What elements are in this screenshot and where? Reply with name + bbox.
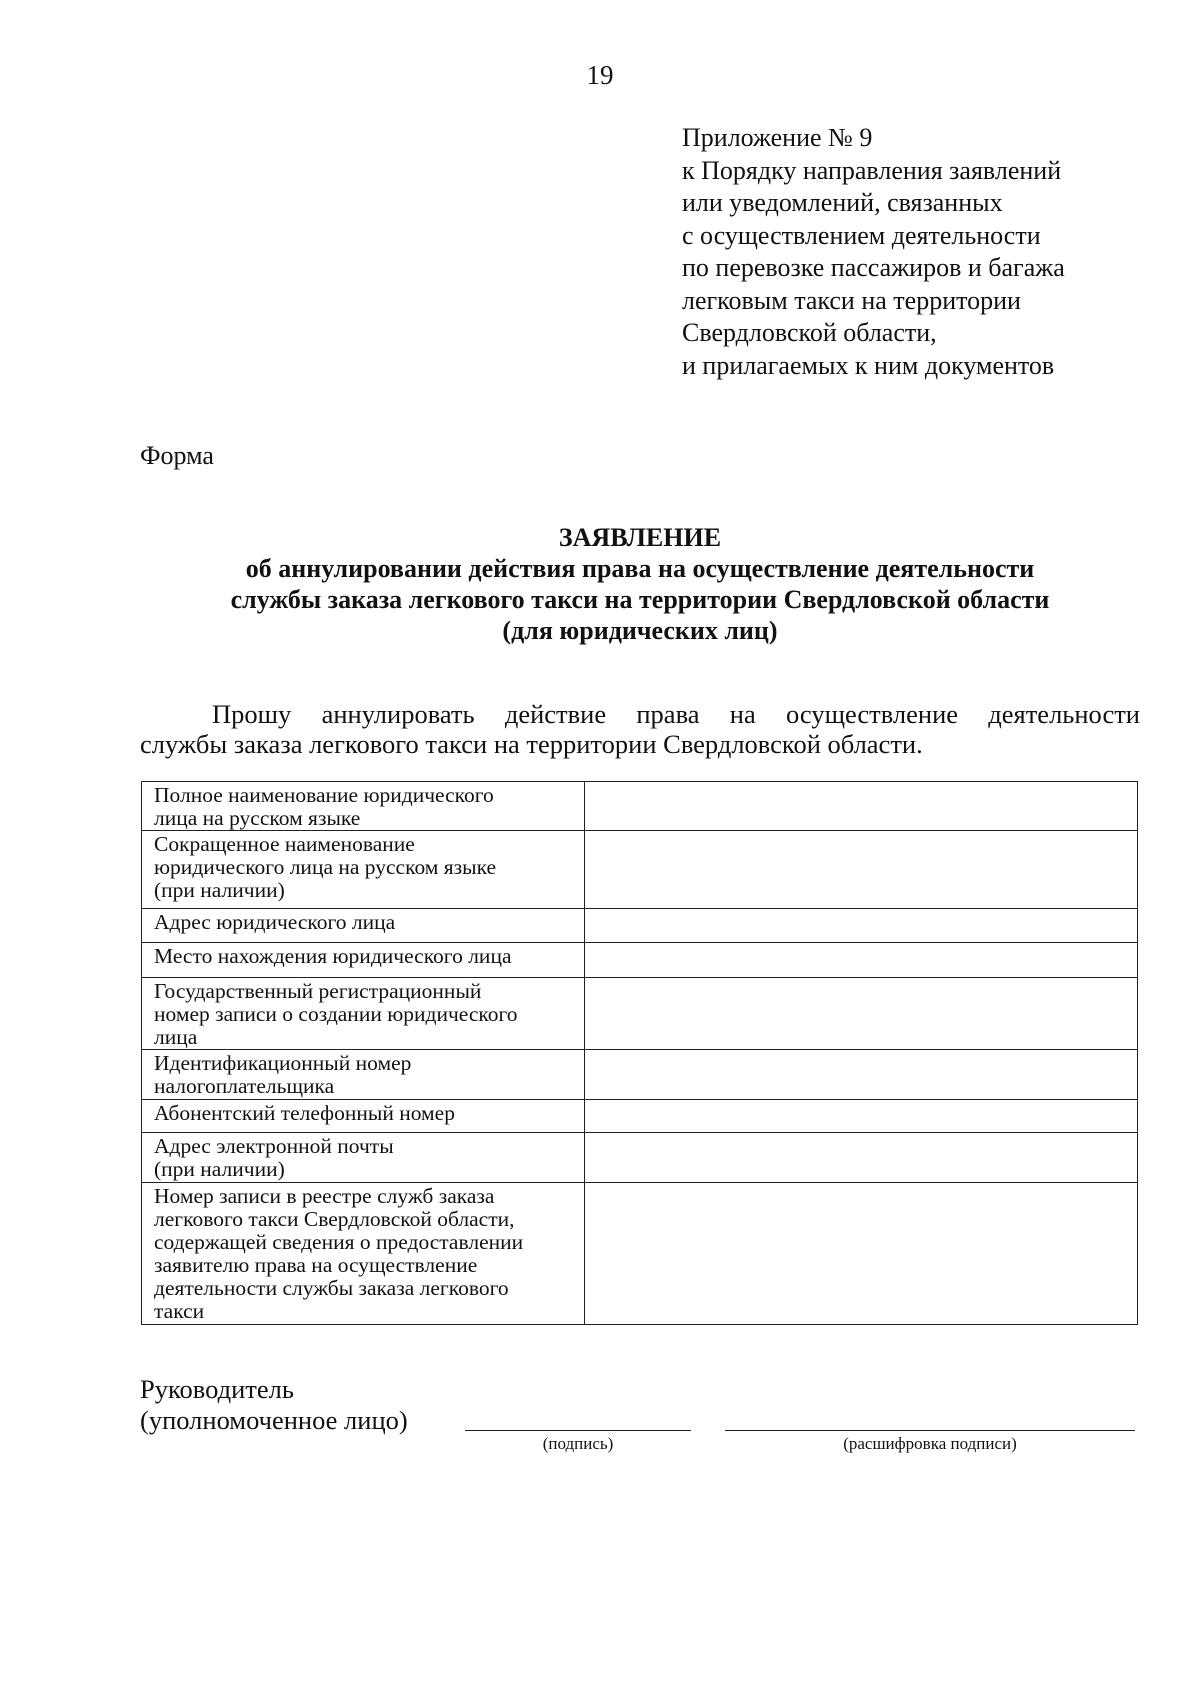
form-label: Форма (140, 441, 214, 470)
table-row (142, 782, 1138, 831)
signature-decryption-line[interactable] (725, 1430, 1135, 1431)
title-line: службы заказа легкового такси на территории Свердловской области (230, 585, 1050, 614)
table-row (142, 909, 1138, 943)
appendix-line: и прилагаемых к ним документов (682, 350, 1055, 380)
title-heading: ЗАЯВЛЕНИЕ (558, 523, 722, 552)
request-text (140, 699, 1140, 759)
table-row (142, 1050, 1138, 1100)
field-label: Государственный регистрационный номер записи о создании юридического лица (142, 978, 585, 1050)
table-row (142, 831, 1138, 909)
appendix-header (682, 122, 1182, 382)
signatory-title: Руководитель (140, 1374, 294, 1404)
table-row (142, 1183, 1138, 1325)
field-label: Адрес электронной почты (при наличии) (142, 1133, 585, 1183)
request-line-2: службы заказа легкового такси на территории Свердловской области. (140, 729, 923, 759)
field-label: Номер записи в реестре служб заказа легкового такси Свердловской области, содержащей сведения о предоставлении заявителю права на осуществление деятельности службы заказа легкового такси (142, 1183, 585, 1325)
field-value[interactable] (585, 1183, 1138, 1325)
title-line: об аннулировании действия права на осуществление деятельности (245, 554, 1035, 583)
field-label: Абонентский телефонный номер (142, 1100, 585, 1133)
field-value[interactable] (585, 909, 1138, 943)
field-label: Полное наименование юридического лица на русском языке (142, 782, 585, 831)
field-label: Место нахождения юридического лица (142, 943, 585, 978)
field-value[interactable] (585, 782, 1138, 831)
table-row (142, 1100, 1138, 1133)
page-number: 19 (586, 60, 614, 90)
appendix-line: с осуществлением деятельности (682, 220, 1041, 250)
field-label: Адрес юридического лица (142, 909, 585, 943)
field-label: Идентификационный номер налогоплательщика (142, 1050, 585, 1100)
appendix-line: Свердловской области, (682, 318, 937, 347)
document-title (0, 522, 1200, 646)
table-row (142, 1133, 1138, 1183)
field-value[interactable] (585, 831, 1138, 909)
field-value[interactable] (585, 943, 1138, 978)
field-value[interactable] (585, 1050, 1138, 1100)
table-row (142, 978, 1138, 1050)
appendix-line: к Порядку направления заявлений (682, 155, 1062, 185)
table-row (142, 943, 1138, 978)
appendix-line: или уведомлений, связанных (682, 188, 1003, 217)
signatory-block (140, 1374, 408, 1436)
appendix-line: по перевозке пассажиров и багажа (682, 253, 1065, 282)
title-line: (для юридических лиц) (502, 616, 778, 645)
field-label: Сокращенное наименование юридического лица на русском языке (при наличии) (142, 831, 585, 909)
request-line-1: Прошу аннулировать действие права на осуществление деятельности (212, 699, 1140, 729)
appendix-line: легковым такси на территории (682, 285, 1021, 315)
field-value[interactable] (585, 1100, 1138, 1133)
signature-decryption-caption: (расшифровка подписи) (843, 1434, 1017, 1453)
field-value[interactable] (585, 1133, 1138, 1183)
appendix-line: Приложение № 9 (682, 123, 873, 152)
signature-caption: (подпись) (542, 1434, 614, 1453)
signatory-subtitle: (уполномоченное лицо) (140, 1405, 408, 1435)
applicant-info-table (141, 781, 1138, 1325)
field-value[interactable] (585, 978, 1138, 1050)
signature-line[interactable] (465, 1430, 691, 1431)
